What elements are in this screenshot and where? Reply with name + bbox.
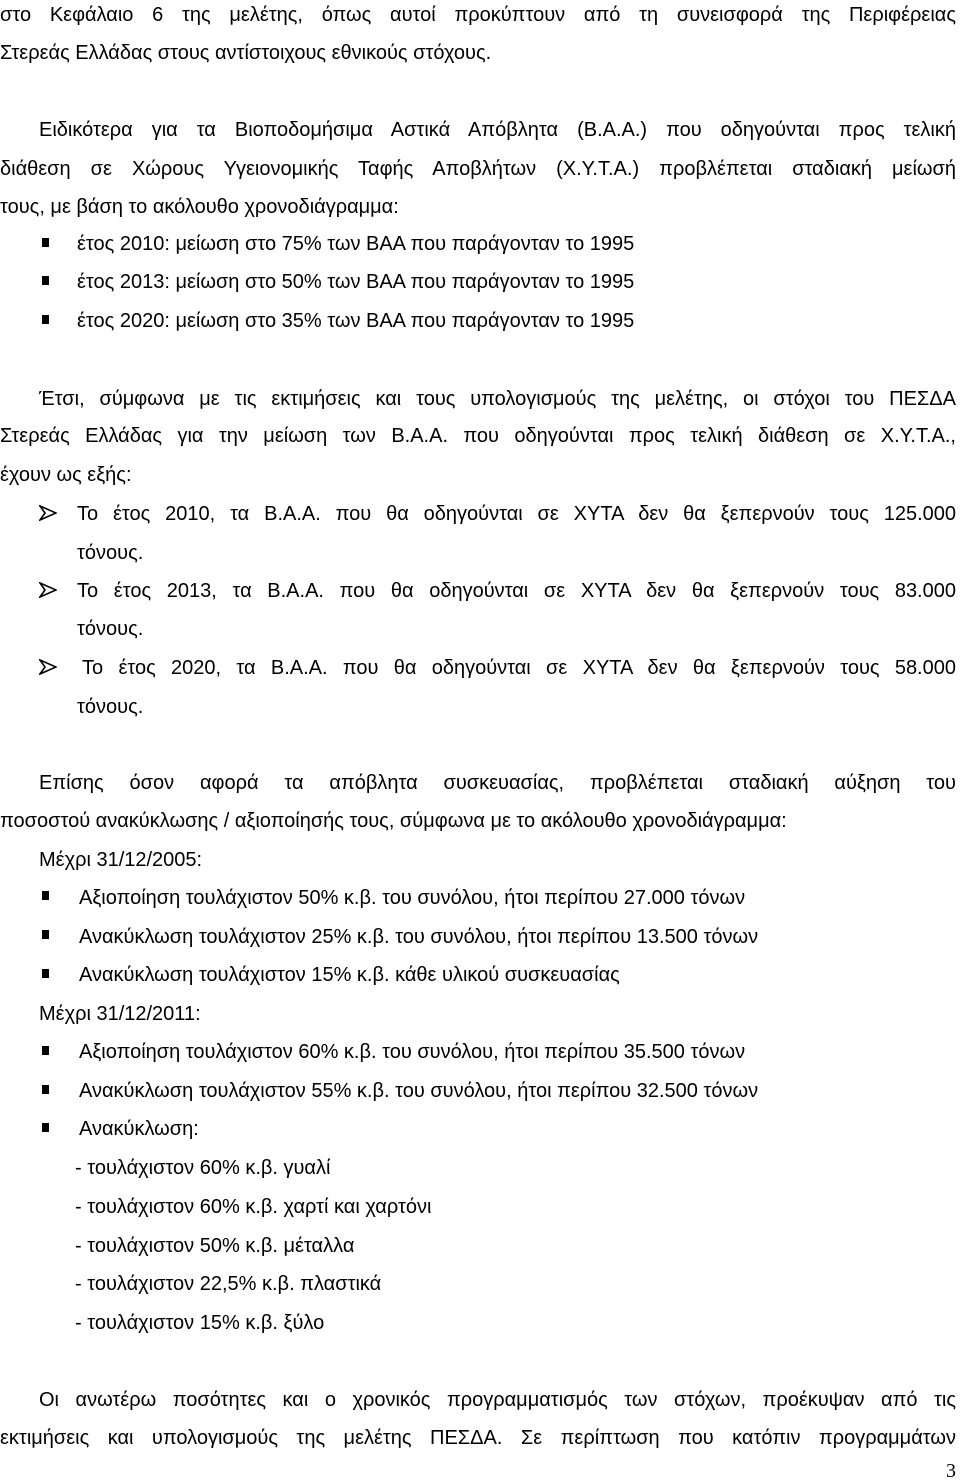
para1-line-1: Ειδικότερα για τα Βιοποδομήσιμα Αστικά Απόβλητα (Β.Α.Α.) που οδηγούνται προς τελική [39,119,956,141]
page-number: 3 [946,1460,956,1482]
schedule-item: έτος 2010: μείωση στο 75% των ΒΑΑ που παράγονταν το 1995 [77,233,635,255]
material-item: - τουλάχιστον 60% κ.β. γυαλί [75,1157,331,1179]
square-bullet-icon [42,930,49,939]
deadline-item: Ανακύκλωση τουλάχιστον 55% κ.β. του συνόλου, ήτοι περίπου 32.500 τόνων [79,1080,759,1102]
square-bullet-icon [42,969,49,978]
para3-line-2: ποσοστού ανακύκλωσης / αξιοποίησής τους, σύμφωνα με το ακόλουθο χρονοδιάγραμμα: [0,810,787,832]
target-item: Το έτος 2020, τα Β.Α.Α. που θα οδηγούνται σε ΧΥΤΑ δεν θα ξεπερνούν τους 58.000 [82,657,956,679]
para2-line-1: Έτσι, σύμφωνα με τις εκτιμήσεις και τους υπολογισμούς της μελέτης, οι στόχοι του ΠΕΣΔΑ [39,388,956,410]
deadline-item: Ανακύκλωση τουλάχιστον 15% κ.β. κάθε υλικού συσκευασίας [79,964,620,986]
target-item-cont: τόνους. [77,618,144,640]
target-item: Το έτος 2013, τα Β.Α.Α. που θα οδηγούνται σε ΧΥΤΑ δεν θα ξεπερνούν τους 83.000 [77,580,956,602]
square-bullet-icon [42,1085,49,1094]
square-bullet-icon [42,276,49,285]
para4-line-2: εκτιμήσεις και υπολογισμούς της μελέτης ΠΕΣΔΑ. Σε περίπτωση που κατόπιν προγραμμάτων [0,1427,956,1449]
deadline-item: Ανακύκλωση: [79,1118,199,1140]
para1-line-3: τους, με βάση το ακόλουθο χρονοδιάγραμμα: [0,196,399,218]
para2-line-2: Στερεάς Ελλάδας για την μείωση των Β.Α.Α. που οδηγούνται προς τελική διάθεση σε Χ.Υ.Τ.Α., [0,425,956,447]
schedule-item: έτος 2020: μείωση στο 35% των ΒΑΑ που παράγονταν το 1995 [77,310,635,332]
material-item: - τουλάχιστον 60% κ.β. χαρτί και χαρτόνι [75,1196,432,1218]
material-item: - τουλάχιστον 50% κ.β. μέταλλα [75,1235,355,1257]
target-item: Το έτος 2010, τα Β.Α.Α. που θα οδηγούνται σε ΧΥΤΑ δεν θα ξεπερνούν τους 125.000 [77,503,956,525]
deadline-item: Αξιοποίηση τουλάχιστον 60% κ.β. του συνόλου, ήτοι περίπου 35.500 τόνων [79,1041,746,1063]
deadline-item: Αξιοποίηση τουλάχιστον 50% κ.β. του συνόλου, ήτοι περίπου 27.000 τόνων [79,887,746,909]
square-bullet-icon [42,315,49,324]
para3-line-1: Επίσης όσον αφορά τα απόβλητα συσκευασίας, προβλέπεται σταδιακή αύξηση του [39,772,956,794]
arrow-bullet-icon [39,659,57,675]
square-bullet-icon [42,1046,49,1055]
target-item-cont: τόνους. [77,542,144,564]
square-bullet-icon [42,238,49,247]
para4-line-1: Οι ανωτέρω ποσότητες και ο χρονικός προγραμματισμός των στόχων, προέκυψαν από τις [39,1389,956,1411]
deadline-label: Μέχρι 31/12/2011: [39,1003,201,1025]
deadline-item: Ανακύκλωση τουλάχιστον 25% κ.β. του συνόλου, ήτοι περίπου 13.500 τόνων [79,926,759,948]
para2-line-3: έχουν ως εξής: [0,464,132,486]
target-item-cont: τόνους. [77,696,144,718]
material-item: - τουλάχιστον 22,5% κ.β. πλαστικά [75,1273,382,1295]
material-item: - τουλάχιστον 15% κ.β. ξύλο [75,1312,325,1334]
schedule-item: έτος 2013: μείωση στο 50% των ΒΑΑ που παράγονταν το 1995 [77,271,635,293]
intro-line-2: Στερεάς Ελλάδας στους αντίστοιχους εθνικούς στόχους. [0,42,492,64]
square-bullet-icon [42,891,49,900]
intro-line-1: στο Κεφάλαιο 6 της μελέτης, όπως αυτοί προκύπτουν από τη συνεισφορά της Περιφέρειας [0,4,956,26]
square-bullet-icon [42,1123,49,1132]
deadline-label: Μέχρι 31/12/2005: [39,849,203,871]
para1-line-2: διάθεση σε Χώρους Υγειονομικής Ταφής Αποβλήτων (Χ.Υ.Τ.Α.) προβλέπεται σταδιακή μείωσή [0,158,956,180]
arrow-bullet-icon [39,505,57,521]
arrow-bullet-icon [39,582,57,598]
